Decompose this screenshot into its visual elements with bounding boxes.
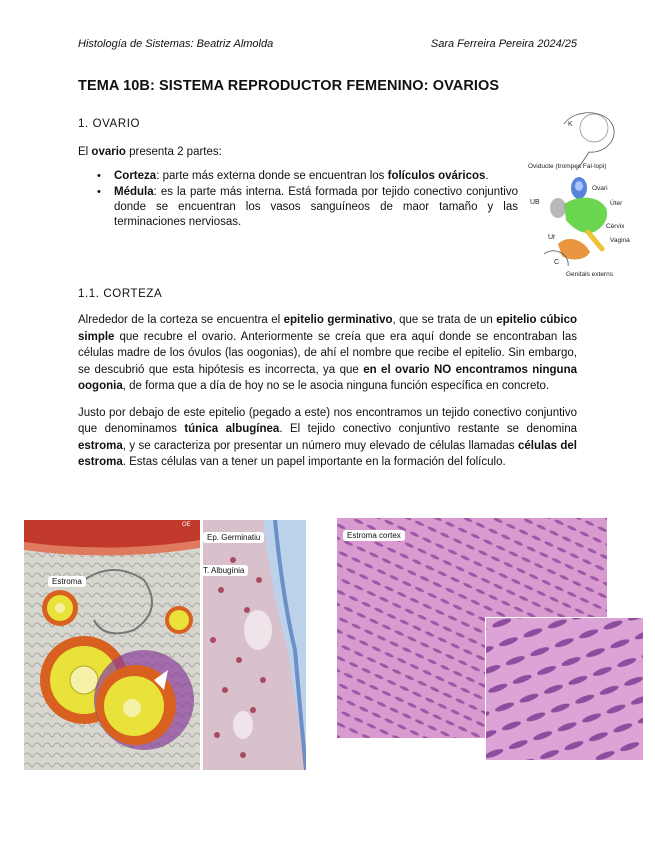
- list-item: [78, 185, 518, 230]
- page-title: TEMA 10B: SISTEMA REPRODUCTOR FEMENINO: OVARIOS: [78, 78, 500, 94]
- bullet-post: .: [485, 169, 489, 182]
- bold-run: epitelio germinativo: [283, 314, 393, 326]
- epithelium-micrograph: [203, 520, 306, 770]
- cortex-paragraph-1: [78, 312, 577, 395]
- text-run: Alrededor de la corteza se encuentra el: [78, 314, 284, 326]
- label-c: C: [554, 259, 560, 266]
- text-run: , de forma que a día de hoy no se le asocia ninguna función específica en concreto.: [122, 380, 550, 392]
- bold-run: células del estroma: [78, 439, 578, 468]
- section-1-1-heading: 1.1. CORTEZA: [78, 288, 163, 300]
- label-estroma-cortex: Estroma cortex: [343, 530, 405, 541]
- section-1-body: [78, 144, 518, 231]
- label-estroma: Estroma: [48, 576, 86, 587]
- text-run: Justo por debajo de este epitelio (pegado a este) nos encontramos un tejido conectivo conjuntivo que denominamos: [78, 406, 577, 435]
- section-1-heading: 1. OVARIO: [78, 118, 141, 130]
- label-genitals: Genitals externs: [566, 271, 613, 278]
- bold-run: en el ovario NO encontramos ninguna oogonia: [78, 363, 577, 392]
- bold-run: estroma: [78, 439, 123, 452]
- text-run: , y se caracteriza por presentar un número muy elevado de células llamadas: [122, 439, 518, 452]
- bullet-term-2: folículos ováricos: [387, 169, 486, 182]
- label-t-albuginia: T. Albugínia: [203, 565, 248, 576]
- label-oe: OE: [182, 522, 191, 528]
- label-ovary: Ovari: [592, 185, 608, 192]
- bullet-text: : es la parte más interna. Está formada por tejido conectivo conjuntivo donde se encuentran los vasos sanguíneos de maor tamaño y las terminaciones nerviosas.: [114, 185, 518, 228]
- text-run: que recubre el ovario. Anteriormente se creía que era aquí donde se encontraban las células madre de los óvulos (las oogonias), de ahí el nombre que recibe el epitelio. Sin embargo, se descubrió que esta hipótesis es incorrecta, ya que: [78, 330, 577, 376]
- text-run: . Estas células van a tener un papel importante en la formación del folículo.: [122, 456, 506, 468]
- label-ur: Ur: [548, 234, 556, 241]
- label-oviduct: Oviducte (trompes Fal·lopi): [528, 163, 607, 170]
- label-k: K: [568, 121, 573, 128]
- text-run: . El tejido conectivo conjuntivo restante se denomina: [279, 423, 577, 435]
- section-1-1-body: [78, 312, 577, 471]
- parts-list: [78, 169, 518, 230]
- label-ep-germinatiu: Ep. Germinatiu: [203, 532, 264, 543]
- stroma-micrograph-inset: [485, 617, 644, 761]
- header-right: Sara Ferreira Pereira 2024/25: [430, 38, 577, 50]
- bullet-term: Médula: [114, 185, 154, 198]
- label-vagina: Vagina: [610, 237, 630, 244]
- label-uterus: Úter: [610, 200, 623, 207]
- label-cervix: Cèrvix: [606, 223, 625, 230]
- section-1-intro: [78, 144, 518, 161]
- intro-bold: ovario: [91, 146, 126, 158]
- bullet-text: : parte más externa donde se encuentran los: [156, 169, 388, 182]
- bold-run: epitelio cúbico simple: [78, 314, 578, 343]
- intro-post: presenta 2 partes:: [125, 146, 222, 158]
- bullet-term: Corteza: [114, 169, 157, 182]
- ovary-cortex-illustration: [24, 520, 200, 770]
- label-ub: UB: [530, 199, 540, 206]
- bold-run: túnica albugínea: [184, 423, 280, 435]
- reproductive-diagram: [524, 104, 642, 284]
- intro-pre: El: [78, 146, 92, 158]
- list-item: [78, 169, 518, 184]
- cortex-paragraph-2: [78, 405, 577, 471]
- header-left: Histología de Sistemas: Beatriz Almolda: [78, 38, 274, 50]
- text-run: , que se trata de un: [392, 314, 497, 326]
